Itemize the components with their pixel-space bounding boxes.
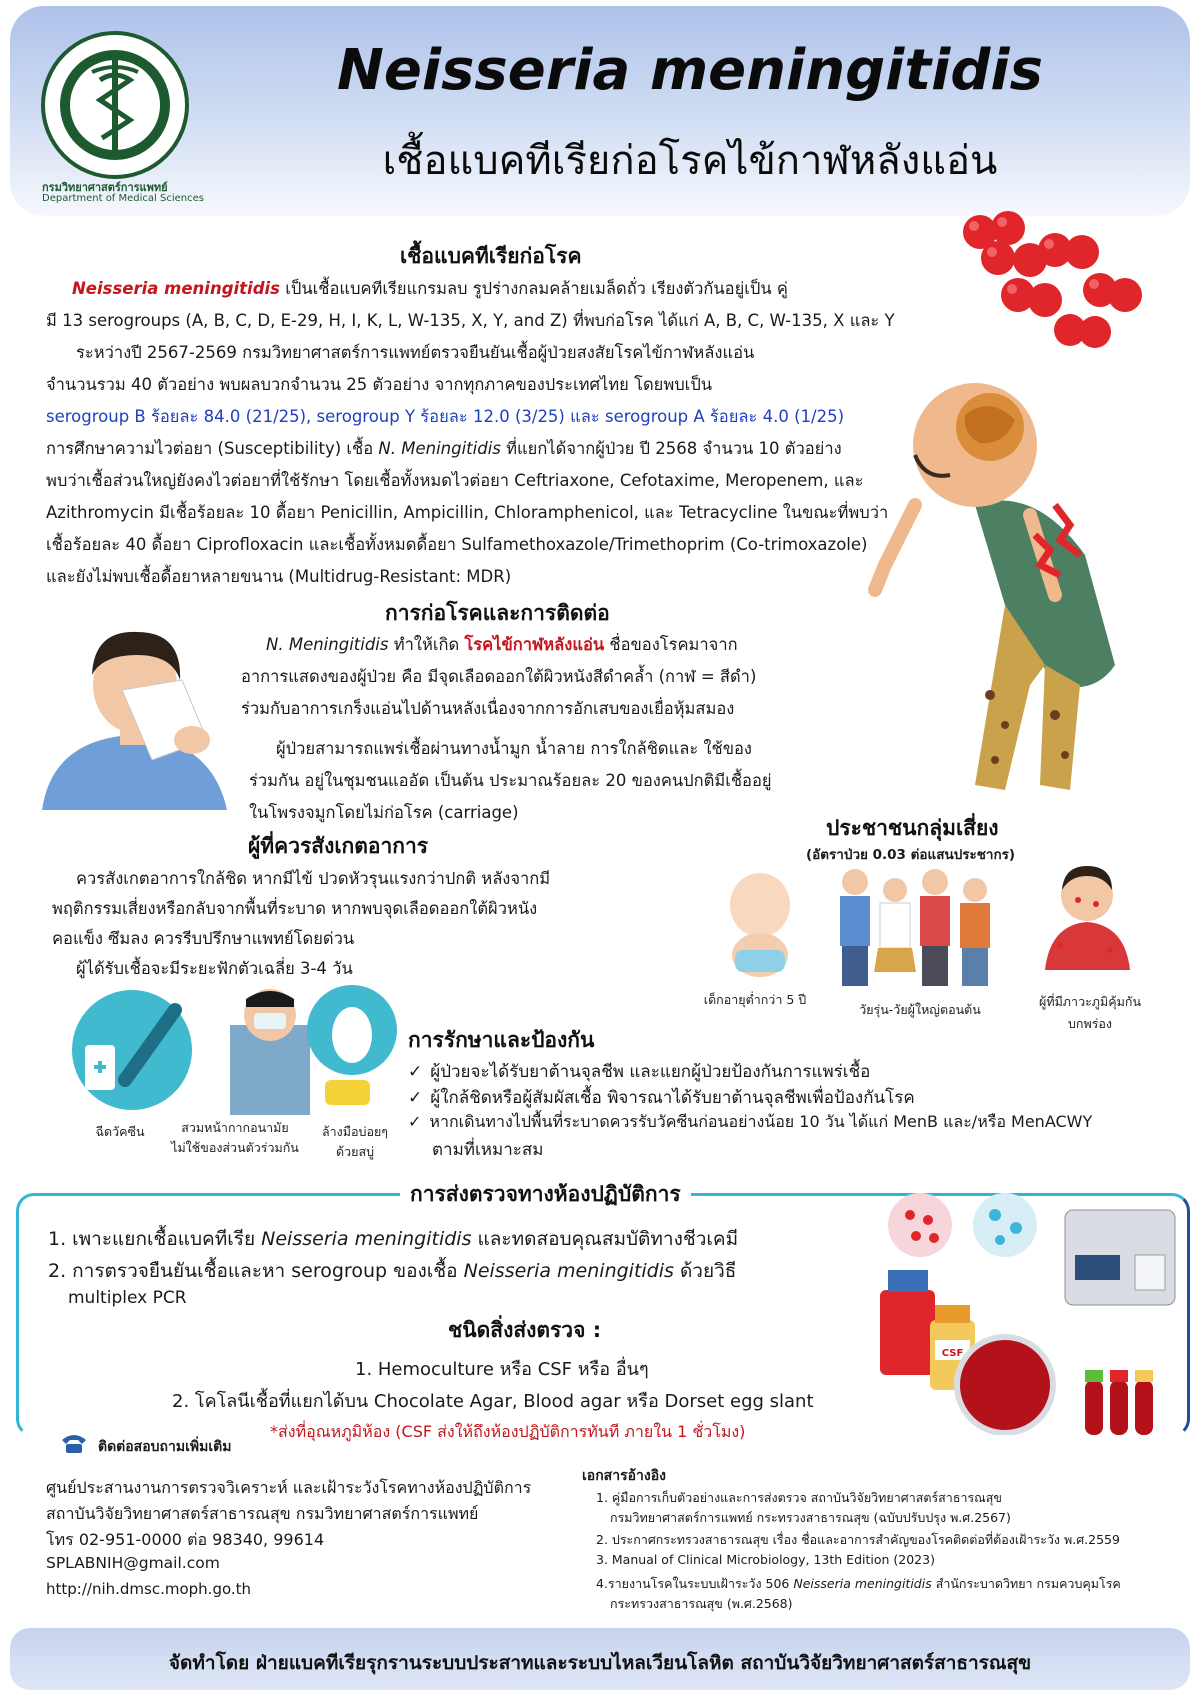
reference-3: 3. Manual of Clinical Microbiology, 13th Edition (2023) [596,1552,935,1567]
dept-name-en: Department of Medical Sciences [42,193,204,204]
lab-test-2-method: multiplex PCR [68,1288,187,1308]
organism-italic: N. Meningitidis [378,439,501,458]
check-icon: ✓ [408,1062,423,1082]
treatment-item-2 [408,1084,915,1111]
watch-line-2: พฤติกรรมเสี่ยงหรือกลับจากพื้นที่ระบาด หากพบจุดเลือดออกใต้ผิวหนัง [52,899,538,918]
susceptibility-text: การศึกษาความไวต่อยา (Susceptibility) เชื้อ [46,439,379,458]
pathogen-desc: เป็นเชื้อแบคทีเรียแกรมลบ รูปร่างกลมคล้ายเมล็ดถั่ว เรียงตัวกันอยู่เป็น คู่ [280,279,788,298]
contact-line-2: สถาบันวิจัยวิทยาศาสตร์สาธารณสุข กรมวิทยาศาสตร์การแพทย์ [46,1504,479,1523]
watch-line-1: ควรสังเกตอาการใกล้ชิด หากมีไข้ ปวดหัวรุนแรงกว่าปกติ หลังจากมี [76,869,551,888]
lab-test-1-text: 1. เพาะแยกเชื้อแบคทีเรีย [48,1228,262,1250]
pathogen-line-3: ระหว่างปี 2567-2569 กรมวิทยาศาสตร์การแพทย์ตรวจยืนยันเชื้อผู้ป่วยสงสัยโรคไข้กาฬหลังแอ่น [76,343,755,362]
risk-group-immunocompromised-1: ผู้ที่มีภาวะภูมิคุ้มกัน [1039,994,1141,1009]
pathogen-name: Neisseria meningitidis [72,279,280,298]
reference-4-text: 4.รายงานโรคในระบบเฝ้าระวัง 506 [596,1576,794,1591]
specimen-item-2: 2. โคโลนีเชื้อที่แยกได้บน Chocolate Agar, Blood agar หรือ Dorset egg slant [172,1391,814,1412]
contact-phone: โทร 02-951-0000 ต่อ 98340, 99614 [46,1530,325,1549]
lab-test-1 [48,1224,738,1254]
disease-name: โรคไข้กาฬหลังแอ่น [464,635,605,654]
transmission-line-2: อาการแสดงของผู้ป่วย คือ มีจุดเลือดออกใต้ผิวหนังสีดำคล้ำ (กาฬ = สีดำ) [241,667,757,686]
transmission-line-1 [266,632,738,658]
risk-group-young-adults: วัยรุ่น-วัยผู้ใหญ่ตอนต้น [859,1002,981,1017]
ministry-logo-icon [40,30,190,180]
transmission-origin: ชื่อของโรคมาจาก [604,635,738,654]
dept-name-th: กรมวิทยาศาสตร์การแพทย์ [42,181,168,194]
meningitis-patient-illustration [855,365,1155,810]
reference-4a [596,1574,1121,1594]
baby-illustration [720,870,800,980]
icon-label-mask-1: สวมหน้ากากอนามัย [181,1120,289,1135]
reference-4-text-2: สำนักระบาดวิทยา กรมควบคุมโรค [931,1576,1121,1591]
teens-group-illustration [830,862,1000,987]
lab-equipment-illustration [870,1170,1180,1435]
transmission-line-4: ผู้ป่วยสามารถแพร่เชื้อผ่านทางน้ำมูก น้ำลาย การใกล้ชิดและ ใช้ของ [276,739,752,758]
pathogen-serogroup-line: serogroup B ร้อยละ 84.0 (21/25), serogroup Y ร้อยละ 12.0 (3/25) และ serogroup A ร้อยละ 4.0 (1/25) [46,407,845,426]
contact-line-1: ศูนย์ประสานงานการตรวจวิเคราะห์ และเฝ้าระวังโรคทางห้องปฏิบัติการ [46,1478,532,1497]
lab-test-2 [48,1256,736,1286]
organism-italic: Neisseria meningitidis [463,1260,674,1282]
transmission-heading: การก่อโรคและการติดต่อ [385,601,610,625]
organism-italic: Neisseria meningitidis [793,1576,932,1591]
lab-heading: การส่งตรวจทางห้องปฏิบัติการ [400,1178,691,1211]
treatment-item-1 [408,1058,870,1085]
pathogen-line-1 [72,276,788,302]
transmission-line-5: ร่วมกัน อยู่ในชุมชนแออัด เป็นต้น ประมาณร้อยละ 20 ของคนปกติมีเชื้ออยู่ [249,771,772,790]
transmission-causes: ทำให้เกิด [388,635,465,654]
pathogen-line-8: Azithromycin มีเชื้อร้อยละ 10 ดื้อยา Penicillin, Ampicillin, Chloramphenicol, และ Tetracycline ในขณะที่พบว่า [46,503,889,522]
page-title: Neisseria meningitidis [337,38,1043,103]
phone-icon [60,1432,88,1454]
treatment-item-3-cont: ตามที่เหมาะสม [432,1140,544,1160]
lab-test-2-text-2: ด้วยวิธี [673,1260,737,1282]
reference-1b: กรมวิทยาศาสตร์การแพทย์ กระทรวงสาธารณสุข (ฉบับปรับปรุง พ.ศ.2567) [610,1510,1011,1525]
icon-label-wash-1: ล้างมือบ่อยๆ [321,1124,388,1139]
treatment-item-text: ผู้ป่วยจะได้รับยาต้านจุลชีพ และแยกผู้ป่วยป้องกันการแพร่เชื้อ [430,1062,871,1082]
footer-text: จัดทำโดย ฝ่ายแบคทีเรียรุกรานระบบประสาทและระบบไหลเวียนโลหิต สถาบันวิจัยวิทยาศาสตร์สาธารณสุข [168,1652,1032,1674]
reference-1a: 1. คู่มือการเก็บตัวอย่างและการส่งตรวจ สถาบันวิจัยวิทยาศาสตร์สาธารณสุข [596,1490,1002,1505]
pathogen-line-4: จำนวนรวม 40 ตัวอย่าง พบผลบวกจำนวน 25 ตัวอย่าง จากทุกภาคของประเทศไทย โดยพบเป็น [46,375,713,394]
organism-abbrev: N. Meningitidis [266,635,389,654]
lab-test-1-text-2: และทดสอบคุณสมบัติทางชีวเคมี [471,1228,739,1250]
pathogen-line-10: และยังไม่พบเชื้อดื้อยาหลายขนาน (Multidrug-Resistant: MDR) [46,567,512,586]
pathogen-line-7: พบว่าเชื้อส่วนใหญ่ยังคงไวต่อยาที่ใช้รักษา โดยเชื้อทั้งหมดไวต่อยา Ceftriaxone, Cefotaxime, Meropenem, และ [46,471,864,490]
transmission-line-3: ร่วมกับอาการเกร็งแอ่นไปด้านหลังเนื่องจากการอักเสบของเยื่อหุ้มสมอง [241,699,735,718]
icon-label-mask-2: ไม่ใช้ของส่วนตัวร่วมกัน [171,1140,299,1155]
csf-label: CSF [941,1348,964,1359]
treatment-item-text: หากเดินทางไปพื้นที่ระบาดควรรับวัคซีนก่อนอย่างน้อย 10 วัน ได้แก่ MenB และ/หรือ MenACWY [429,1112,1093,1131]
risk-group-children: เด็กอายุต่ำกว่า 5 ปี [703,992,807,1007]
icon-label-wash-2: ด้วยสบู่ [335,1144,375,1159]
organism-italic: Neisseria meningitidis [261,1228,472,1250]
references-heading: เอกสารอ้างอิง [582,1468,666,1484]
susceptibility-text-2: ที่แยกได้จากผู้ป่วย ปี 2568 จำนวน 10 ตัวอย่าง [500,439,842,458]
reference-4b: กระทรวงสาธารณสุข (พ.ศ.2568) [610,1596,793,1611]
specimen-note: *ส่งที่อุณหภูมิห้อง (CSF ส่งให้ถึงห้องปฏิบัติการทันที ภายใน 1 ชั่วโมง) [270,1422,746,1441]
pathogen-line-2: มี 13 serogroups (A, B, C, D, E-29, H, I, K, L, W-135, X, Y, and Z) ที่พบก่อโรค ได้แก่ A, B, C, W-135, X และ Y [46,311,895,330]
bacteria-diplococci-icon [950,200,1150,350]
treatment-heading: การรักษาและป้องกัน [408,1028,595,1052]
sneezing-person-illustration [32,620,242,810]
lab-test-2-text: 2. การตรวจยืนยันเชื้อและหา serogroup ของเชื้อ [48,1260,464,1282]
risk-heading: ประชาชนกลุ่มเสี่ยง [826,816,999,840]
watch-line-3: คอแข็ง ซึมลง ควรรีบปรึกษาแพทย์โดยด่วน [52,929,355,948]
prevention-icons [70,985,400,1115]
risk-rate: (อัตราป่วย 0.03 ต่อแสนประชากร) [806,847,1016,863]
watch-line-4: ผู้ได้รับเชื้อจะมีระยะฟักตัวเฉลี่ย 3-4 วัน [76,959,353,978]
contact-website-link[interactable]: http://nih.dmsc.moph.go.th [46,1580,252,1598]
reference-2: 2. ประกาศกระทรวงสาธารณสุข เรื่อง ชื่อและอาการสำคัญของโรคติดต่อที่ต้องเฝ้าระวัง พ.ศ.2559 [596,1532,1120,1547]
risk-group-immunocompromised-2: บกพร่อง [1067,1016,1113,1031]
specimen-item-1: 1. Hemoculture หรือ CSF หรือ อื่นๆ [355,1359,649,1380]
check-icon: ✓ [408,1112,422,1131]
watch-heading: ผู้ที่ควรสังเกตอาการ [248,834,429,858]
treatment-item-3 [408,1110,1092,1135]
pathogen-line-9: เชื้อร้อยละ 40 ดื้อยา Ciprofloxacin และเชื้อทั้งหมดดื้อยา Sulfamethoxazole/Trimethoprim (Co-trimoxazole) [46,535,868,554]
treatment-item-text: ผู้ใกล้ชิดหรือผู้สัมผัสเชื้อ พิจารณาได้รับยาต้านจุลชีพเพื่อป้องกันโรค [430,1088,915,1108]
immunocompromised-person-illustration [1040,860,1135,970]
icon-label-vaccine: ฉีดวัคซีน [95,1124,145,1139]
specimen-heading: ชนิดสิ่งส่งตรวจ : [448,1318,602,1342]
contact-heading: ติดต่อสอบถามเพิ่มเติม [98,1439,232,1455]
transmission-line-6: ในโพรงจมูกโดยไม่ก่อโรค (carriage) [249,803,519,822]
pathogen-line-6 [46,436,842,462]
pathogen-heading: เชื้อแบคทีเรียก่อโรค [400,244,582,268]
contact-email[interactable]: SPLABNIH@gmail.com [46,1554,220,1572]
page-subtitle: เชื้อแบคทีเรียก่อโรคไข้กาฬหลังแอ่น [382,138,998,184]
check-icon: ✓ [408,1088,423,1108]
